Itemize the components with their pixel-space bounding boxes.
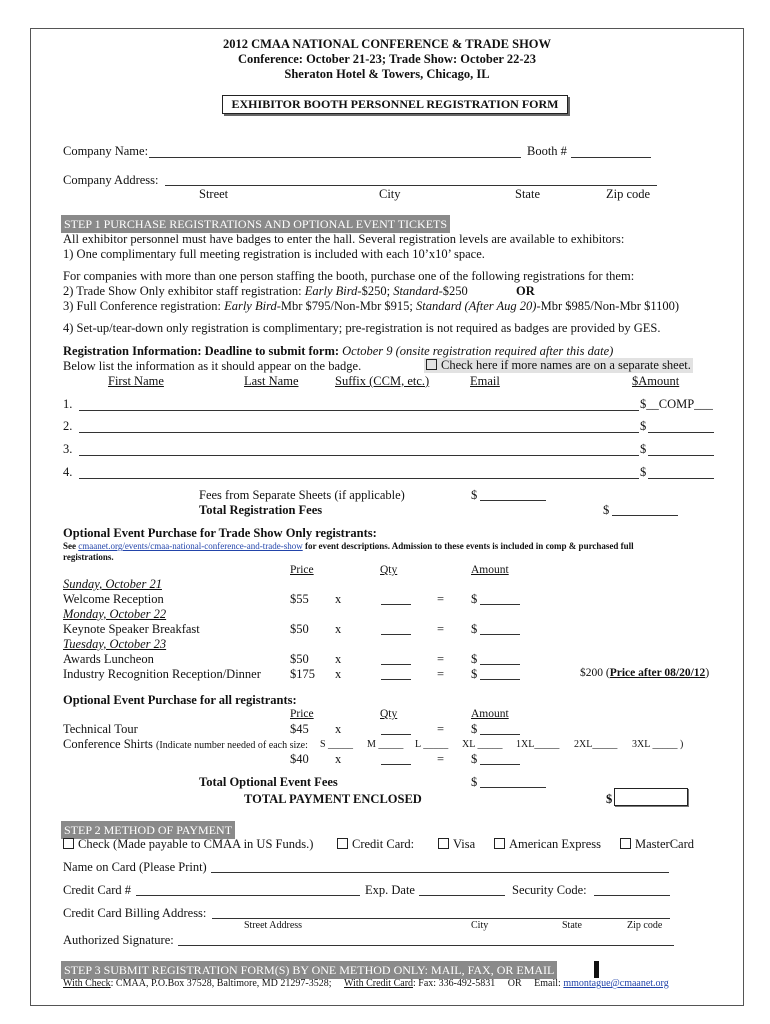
registrant-row-field[interactable]	[79, 478, 639, 479]
pay-credit-option[interactable]	[337, 837, 414, 852]
equals-sign: =	[437, 752, 445, 766]
total-registration-field[interactable]	[612, 515, 678, 516]
amount-dollar: $	[471, 592, 478, 606]
qty-field[interactable]	[381, 664, 411, 665]
col-last-name: Last Name	[244, 374, 299, 388]
conference-shirts-label	[63, 737, 308, 752]
security-code-field[interactable]	[594, 895, 670, 896]
event-price: $55	[290, 592, 309, 606]
checkbox-icon[interactable]	[63, 838, 74, 849]
with-check-label: With Check	[63, 978, 111, 989]
event-name: Awards Luncheon	[63, 652, 154, 666]
total-payment-dollar: $	[606, 792, 613, 806]
registrant-row-field[interactable]	[79, 455, 639, 456]
security-code-label: Security Code:	[512, 883, 587, 897]
qty-field[interactable]	[381, 604, 411, 605]
pay-check-option[interactable]	[63, 837, 313, 852]
submit-methods	[63, 978, 669, 989]
option3-standard-price: Mbr $985/Non-Mbr $1100)	[540, 299, 680, 313]
total-optional-label: Total Optional Event Fees	[199, 775, 338, 789]
total-optional-field[interactable]	[480, 787, 546, 788]
option2-text: 2) Trade Show Only exhibitor staff registration:	[63, 284, 305, 298]
option2-standard-price: $250	[442, 284, 468, 298]
size-2xl[interactable]: 2XL_____	[574, 739, 618, 750]
times-sign: x	[335, 667, 342, 681]
event-name: Keynote Speaker Breakfast	[63, 622, 200, 636]
separate-sheet-label: Check here if more names are on a separate sheet.	[441, 358, 691, 372]
amount-dollar: $	[471, 622, 478, 636]
event-price: $175	[290, 667, 315, 681]
exp-date-label: Exp. Date	[365, 883, 415, 897]
col-price: Price	[290, 708, 314, 720]
billing-state-caption: State	[562, 920, 582, 931]
col-qty: Qty	[380, 708, 398, 720]
step3-heading-marker	[594, 961, 599, 978]
optional-ts-note-2: registrations.	[63, 552, 114, 562]
size-m[interactable]: M _____	[367, 739, 404, 750]
form-title: EXHIBITOR BOOTH PERSONNEL REGISTRATION FORM	[222, 95, 568, 114]
optional-all-heading: Optional Event Purchase for all registrants:	[63, 693, 297, 707]
option3-earlybird: Early Bird-	[224, 299, 281, 313]
shirts-note: (Indicate number needed of each size:	[156, 740, 308, 751]
zip-caption: Zip code	[606, 187, 651, 201]
registrant-row-field[interactable]	[79, 432, 639, 433]
amount-field[interactable]	[480, 764, 520, 765]
booth-label: Booth #	[527, 144, 567, 158]
billing-street-caption: Street Address	[244, 920, 303, 931]
checkbox-icon[interactable]	[620, 838, 631, 849]
option3-earlybird-price: Mbr $795/Non-Mbr $915;	[280, 299, 416, 313]
col-amount: Amount	[471, 564, 509, 576]
billing-city-caption: City	[471, 920, 489, 931]
checkbox-icon[interactable]	[337, 838, 348, 849]
email-link[interactable]: mmontague@cmaanet.org	[563, 978, 669, 989]
col-email: Email	[470, 374, 500, 388]
fees-separate-label: Fees from Separate Sheets (if applicable)	[199, 488, 405, 502]
step1-intro: All exhibitor personnel must have badges to enter the hall. Several registration levels are available to exhibitors:	[63, 232, 625, 246]
optional-ts-heading: Optional Event Purchase for Trade Show Only registrants:	[63, 526, 377, 540]
price-after-date: Price after 08/20/12	[609, 667, 706, 679]
times-sign: x	[335, 652, 342, 666]
row-amount: $	[640, 442, 647, 456]
card-number-field[interactable]	[136, 895, 360, 896]
deadline-label: Registration Information: Deadline to submit form:	[63, 344, 340, 358]
billing-zip-caption: Zip code	[627, 920, 663, 931]
size-3xl[interactable]: 3XL _____ )	[632, 739, 684, 750]
pay-mastercard-option[interactable]	[620, 837, 694, 852]
day-heading: Sunday, October 21	[63, 577, 162, 591]
times-sign: x	[335, 722, 342, 736]
or-label: OR	[507, 978, 522, 989]
amount-field[interactable]	[480, 734, 520, 735]
event-name: Welcome Reception	[63, 592, 164, 606]
event-name: Industry Recognition Reception/Dinner	[63, 667, 261, 681]
billing-address-label: Credit Card Billing Address:	[63, 906, 207, 920]
billing-address-field[interactable]	[212, 918, 670, 919]
checkbox-icon[interactable]	[438, 838, 449, 849]
amount-field[interactable]	[480, 679, 520, 680]
step2-heading: STEP 2 METHOD OF PAYMENT	[61, 821, 235, 839]
size-xl[interactable]: XL _____	[462, 739, 503, 750]
row-amount: $	[640, 465, 647, 479]
amount-dollar: $	[471, 752, 478, 766]
fees-separate-field[interactable]	[480, 500, 546, 501]
checkbox-icon[interactable]	[426, 359, 437, 370]
name-on-card-field[interactable]	[211, 872, 669, 873]
step1-comp-note: 1) One complimentary full meeting registration is included with each 10’x10’ space.	[63, 247, 485, 261]
amount-field[interactable]	[648, 432, 714, 433]
company-address-label: Company Address:	[63, 173, 159, 187]
header-line-1: 2012 CMAA NATIONAL CONFERENCE & TRADE SHOW	[222, 37, 552, 51]
header-line-2: Conference: October 21-23; Trade Show: October 22-23	[237, 52, 537, 66]
pay-mastercard-label: MasterCard	[635, 837, 695, 851]
total-registration-dollar: $	[603, 503, 610, 517]
row-amount: $	[640, 419, 647, 433]
signature-label: Authorized Signature:	[63, 933, 174, 947]
qty-field[interactable]	[381, 764, 411, 765]
option3-standard: Standard (After Aug 20)-	[415, 299, 541, 313]
pay-amex-label: American Express	[509, 837, 601, 851]
step3-heading: STEP 3 SUBMIT REGISTRATION FORM(S) BY ONE METHOD ONLY: MAIL, FAX, OR EMAIL	[61, 961, 557, 979]
shirt-price: $40	[290, 752, 309, 766]
option2-earlybird: Early Bird-	[304, 284, 362, 298]
price-after-amount: $200 (	[580, 667, 610, 679]
amount-field[interactable]	[480, 604, 520, 605]
equals-sign: =	[437, 652, 445, 666]
checkbox-icon[interactable]	[494, 838, 505, 849]
option2-standard: Standard-	[393, 284, 443, 298]
step1-option-4: 4) Set-up/tear-down only registration is complimentary; pre-registration is not required as badges are provided by GES.	[63, 321, 661, 335]
optional-ts-note	[63, 541, 634, 551]
event-description-link[interactable]: cmaanet.org/events/cmaa-national-conference-and-trade-show	[78, 541, 303, 551]
equals-sign: =	[437, 667, 445, 681]
qty-field[interactable]	[381, 734, 411, 735]
col-amount: $Amount	[632, 374, 680, 388]
total-payment-field[interactable]	[614, 788, 688, 806]
event-price: $50	[290, 652, 309, 666]
company-name-field[interactable]	[149, 157, 521, 158]
equals-sign: =	[437, 722, 445, 736]
pay-amex-option[interactable]	[494, 837, 601, 852]
name-on-card-label: Name on Card (Please Print)	[63, 860, 207, 874]
amount-field[interactable]	[648, 478, 714, 479]
step1-option-3	[63, 299, 679, 314]
col-suffix: Suffix (CCM, etc.)	[335, 374, 430, 388]
size-1xl[interactable]: 1XL_____	[516, 739, 560, 750]
col-first-name: First Name	[108, 374, 164, 388]
col-price: Price	[290, 564, 314, 576]
equals-sign: =	[437, 622, 445, 636]
shirts-label: Conference Shirts	[63, 737, 153, 751]
event-price: $50	[290, 622, 309, 636]
registrant-row-field[interactable]	[79, 410, 639, 411]
times-sign: x	[335, 592, 342, 606]
row-amount: $__COMP___	[640, 397, 713, 411]
state-caption: State	[515, 187, 540, 201]
exp-date-field[interactable]	[419, 895, 505, 896]
amount-field[interactable]	[480, 634, 520, 635]
check-address: : CMAA, P.O.Box 37528, Baltimore, MD 21297-3528;	[110, 978, 332, 989]
header-line-3: Sheraton Hotel & Towers, Chicago, IL	[284, 67, 490, 81]
equals-sign: =	[437, 592, 445, 606]
size-s[interactable]: S _____	[320, 739, 354, 750]
booth-field[interactable]	[571, 157, 651, 158]
option3-text: 3) Full Conference registration:	[63, 299, 225, 313]
pay-visa-option[interactable]	[438, 837, 475, 852]
times-sign: x	[335, 752, 342, 766]
pay-visa-label: Visa	[453, 837, 476, 851]
technical-tour-label: Technical Tour	[63, 722, 138, 736]
amount-field[interactable]	[648, 455, 714, 456]
company-name-label: Company Name:	[63, 144, 149, 158]
day-heading: Tuesday, October 23	[63, 637, 167, 651]
fees-separate-dollar: $	[471, 488, 478, 502]
step1-option-2	[63, 284, 468, 299]
amount-field[interactable]	[480, 664, 520, 665]
row-number: 3.	[63, 442, 73, 456]
registration-info	[63, 344, 613, 359]
amount-dollar: $	[471, 652, 478, 666]
size-l[interactable]: L _____	[415, 739, 449, 750]
pay-credit-label: Credit Card:	[352, 837, 415, 851]
row-number: 4.	[63, 465, 73, 479]
see-label: See	[63, 541, 79, 551]
amount-dollar: $	[471, 722, 478, 736]
with-credit-card-label: With Credit Card	[344, 978, 414, 989]
card-number-label: Credit Card #	[63, 883, 132, 897]
amount-dollar: $	[471, 667, 478, 681]
times-sign: x	[335, 622, 342, 636]
fax-number: : Fax: 336-492-5831	[413, 978, 496, 989]
total-payment-label: TOTAL PAYMENT ENCLOSED	[244, 792, 422, 806]
step1-multi-note: For companies with more than one person staffing the booth, purchase one of the following registrations for them:	[63, 269, 635, 283]
or-label: OR	[516, 284, 535, 298]
company-address-field[interactable]	[165, 185, 657, 186]
day-heading: Monday, October 22	[63, 607, 167, 621]
technical-tour-price: $45	[290, 722, 309, 736]
see-rest: for event descriptions. Admission to these events is included in comp & purchased full	[302, 541, 634, 551]
qty-field[interactable]	[381, 634, 411, 635]
row-number: 1.	[63, 397, 73, 411]
badge-note: Below list the information as it should appear on the badge.	[63, 359, 362, 373]
city-caption: City	[379, 187, 401, 201]
step1-heading: STEP 1 PURCHASE REGISTRATIONS AND OPTIONAL EVENT TICKETS	[61, 215, 450, 233]
row-number: 2.	[63, 419, 73, 433]
total-optional-dollar: $	[471, 775, 478, 789]
price-after-close: )	[705, 667, 710, 679]
signature-field[interactable]	[178, 945, 674, 946]
option2-earlybird-price: $250;	[361, 284, 394, 298]
col-qty: Qty	[380, 564, 398, 576]
separate-sheet-check[interactable]	[424, 358, 693, 373]
street-caption: Street	[199, 187, 229, 201]
col-amount: Amount	[471, 708, 509, 720]
total-registration-label: Total Registration Fees	[199, 503, 323, 517]
deadline-date: October 9 (onsite registration required after this date)	[342, 344, 614, 358]
pay-check-label: Check (Made payable to CMAA in US Funds.)	[78, 837, 314, 851]
qty-field[interactable]	[381, 679, 411, 680]
price-after-note	[580, 667, 709, 679]
email-label: Email:	[534, 978, 564, 989]
